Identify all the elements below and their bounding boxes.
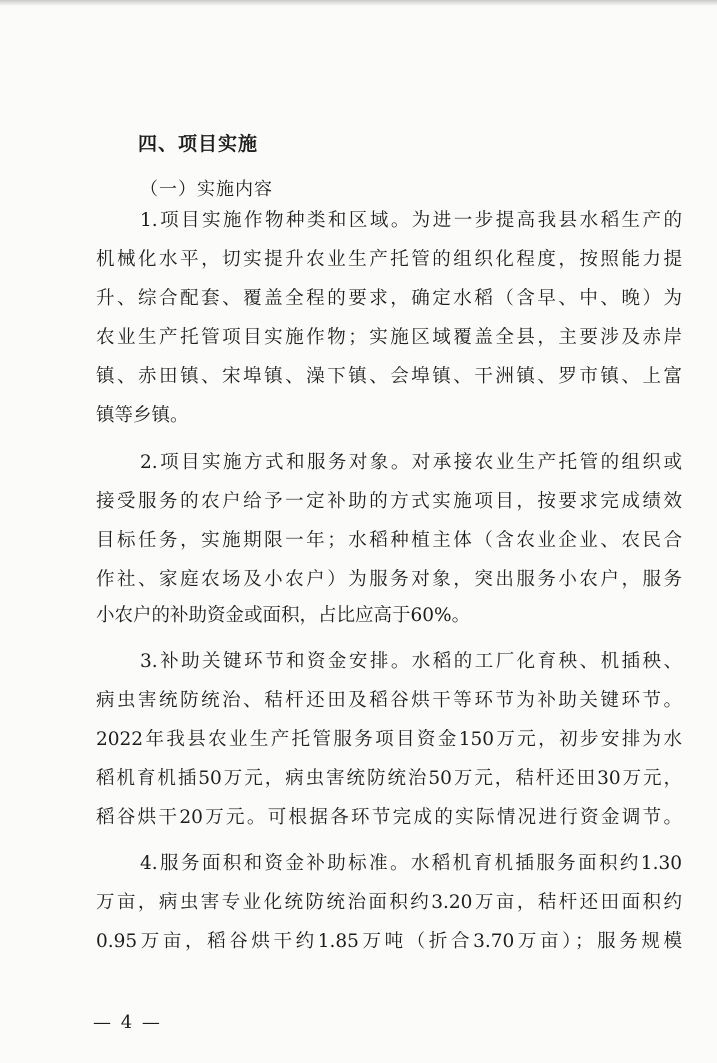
paragraph-3-line-4: 稻机育机插50万元，病虫害统防统治50万元，秸杆还田30万元，: [96, 768, 682, 789]
paragraph-1-line-2: 机械化水平，切实提升农业生产托管的组织化程度，按照能力提: [96, 249, 682, 270]
paragraph-2-line-4: 作社、家庭农场及小农户）为服务对象，突出服务小农户，服务: [96, 569, 682, 590]
paragraph-2-line-3: 目标任务，实施期限一年；水稻种植主体（含农业企业、农民合: [96, 530, 682, 551]
paragraph-3-line-5: 稻谷烘干20万元。可根据各环节完成的实际情况进行资金调节。: [96, 807, 682, 828]
paragraph-1-line-3: 升、综合配套、覆盖全程的要求，确定水稻（含早、中、晚）为: [96, 288, 682, 309]
page-number: — 4 —: [93, 1012, 162, 1033]
section-heading: 四、项目实施: [138, 133, 259, 155]
paragraph-1-line-4: 农业生产托管项目实施作物；实施区域覆盖全县，主要涉及赤岸: [96, 327, 682, 348]
paragraph-1-line-6: 镇等乡镇。: [96, 405, 189, 426]
paragraph-4-line-3: 0.95万亩，稻谷烘干约1.85万吨（折合3.70万亩）；服务规模: [96, 931, 682, 952]
paragraph-4-line-2: 万亩，病虫害专业化统防统治面积约3.20万亩，秸杆还田面积约: [96, 892, 682, 913]
paragraph-3-line-2: 病虫害统防统治、秸杆还田及稻谷烘干等环节为补助关键环节。: [96, 690, 682, 711]
paragraph-3-line-3: 2022年我县农业生产托管服务项目资金150万元，初步安排为水: [96, 729, 682, 750]
paragraph-1-line-5: 镇、赤田镇、宋埠镇、澡下镇、会埠镇、干洲镇、罗市镇、上富: [96, 366, 682, 387]
paragraph-2-line-2: 接受服务的农户给予一定补助的方式实施项目，按要求完成绩效: [96, 491, 682, 512]
paragraph-2-line-5: 小农户的补助资金或面积，占比应高于60%。: [96, 605, 471, 626]
paragraph-4-line-1: 4.服务面积和资金补助标准。水稻机育机插服务面积约1.30: [140, 853, 682, 874]
paragraph-1-line-1: 1.项目实施作物种类和区域。为进一步提高我县水稻生产的: [140, 210, 682, 231]
paragraph-2-line-1: 2.项目实施方式和服务对象。对承接农业生产托管的组织或: [140, 452, 682, 473]
subsection-heading: （一）实施内容: [140, 179, 273, 200]
paragraph-3-line-1: 3.补助关键环节和资金安排。水稻的工厂化育秧、机插秧、: [140, 651, 682, 672]
